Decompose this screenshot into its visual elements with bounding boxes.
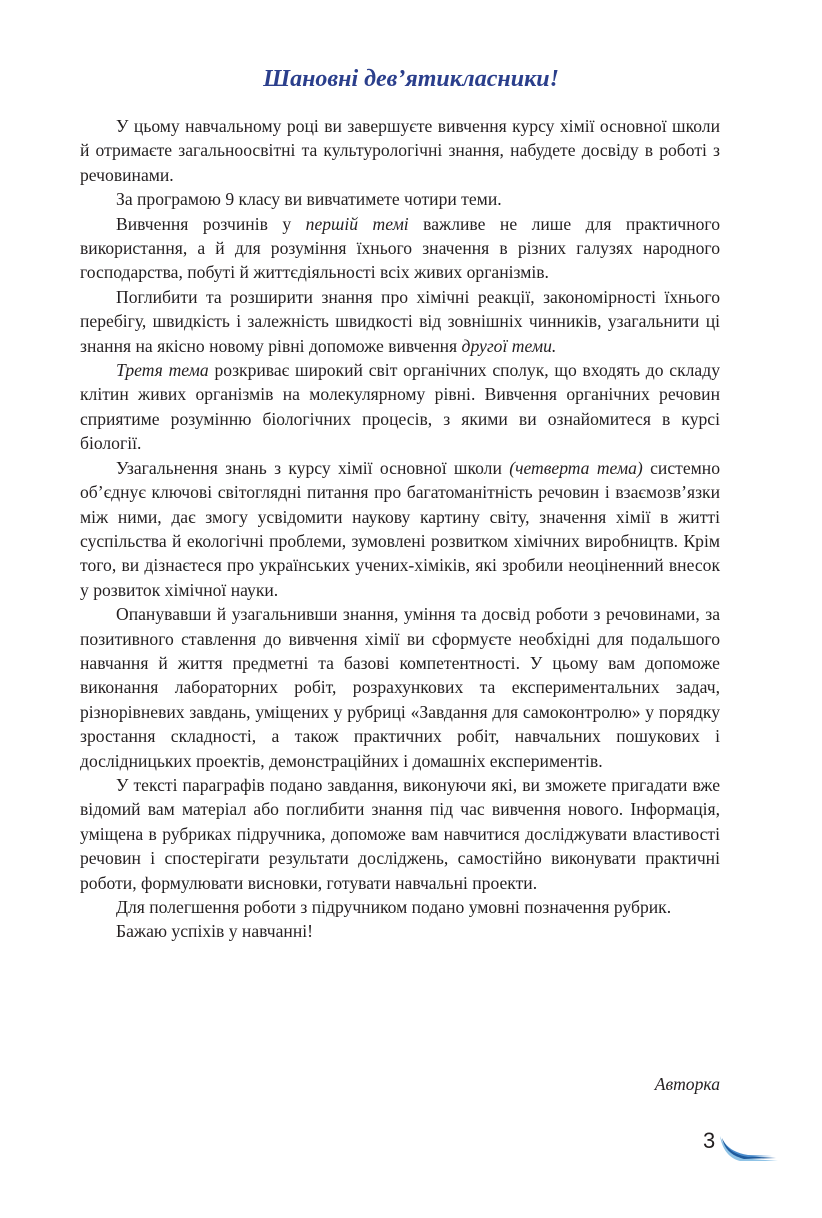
paragraph xyxy=(80,212,720,285)
paragraph xyxy=(80,895,720,919)
body-text xyxy=(80,114,720,944)
text-run: Опанувавши й узагальнивши знання, уміння та досвід роботи з речовинами, за позитивного ставлення до вивчення хімії ви сформуєте необхідні для подальшого навчання й життя предметні та базові компетентності. У цьому вам допоможе виконання лабораторних робіт, розрахункових та експериментальних задач, різнорівневих завдань, уміщених у рубриці «Завдання для самоконтролю» у порядку зростання складності, а також практичних робіт, навчальних пошукових і дослідницьких проектів, демонстраційних і домашніх експериментів. xyxy=(80,604,720,771)
emphasis-text: другої теми. xyxy=(461,335,557,356)
paragraph xyxy=(80,114,720,187)
author-signature: Авторка xyxy=(654,1074,720,1094)
text-run: важливе не лише для практичного використання, а й для розуміння їхнього значення в різних галузях народного господарства, побуті й життєдіяльності всіх живих організмів. xyxy=(80,213,720,283)
emphasis-text: першій темі xyxy=(305,213,409,234)
page-title: Шановні дев’ятикласники! xyxy=(263,66,559,92)
text-run: За програмою 9 класу ви вивчатимете чотири теми. xyxy=(116,189,502,210)
paragraph xyxy=(80,456,720,602)
text-run: Вивчення розчинів у xyxy=(116,213,306,234)
text-run: У цьому навчальному році ви завершуєте вивчення курсу хімії основної школи й отримаєте загальноосвітні та культурологічні знання, набудете досвіду в роботі з речовинами. xyxy=(80,116,720,185)
page-number: 3 xyxy=(703,1128,716,1153)
text-run: У тексті параграфів подано завдання, виконуючи які, ви зможете пригадати вже відомий вам матеріал або поглибити знання під час вивчення нового. Інформація, уміщена в рубриках підручника, допоможе вам навчитися досліджувати властивості речовин і спостерігати результати досліджень, самостійно виконувати практичні роботи, формулювати висновки, готувати навчальні проекти. xyxy=(80,774,720,893)
text-run: Узагальнення знань з курсу хімії основної школи xyxy=(116,457,510,478)
emphasis-text: Третя тема xyxy=(116,360,209,381)
text-run: системно об’єднує ключові світоглядні питання про багатоманітність речовин і взаємозв’язки між ними, дає змогу усвідомити наукову картину світу, значення хімії в житті суспільства й екологічні проблеми, зумовлені розвитком хімічних виробництв. Крім того, ви дізнаєтеся про українських учених-хіміків, які зробили неоціненний внесок у розвиток хімічної науки. xyxy=(80,457,720,600)
paragraph xyxy=(80,602,720,773)
text-run: Поглибити та розширити знання про хімічні реакції, закономірності їхнього перебігу, швидкість і залежність швидкості від зовнішніх чинників, узагальнити ці знання на якісно новому рівні допоможе вивчення xyxy=(80,286,720,356)
emphasis-text: (четверта тема) xyxy=(509,457,643,478)
paragraph xyxy=(80,358,720,456)
paragraph xyxy=(80,773,720,895)
paragraph xyxy=(80,187,720,211)
paragraph xyxy=(80,285,720,358)
wave-decoration-icon xyxy=(718,1134,780,1164)
text-run: Бажаю успіхів у навчанні! xyxy=(116,921,314,942)
text-run: Для полегшення роботи з підручником подано умовні позначення рубрик. xyxy=(116,897,672,917)
paragraph xyxy=(80,919,720,943)
text-run: розкриває широкий світ органічних сполук, що входять до складу клітин живих організмів на молекулярному рівні. Вивчення органічних речовин сприятиме розумінню біологічних процесів, з якими ви ознайомитеся в курсі біології. xyxy=(80,360,720,454)
